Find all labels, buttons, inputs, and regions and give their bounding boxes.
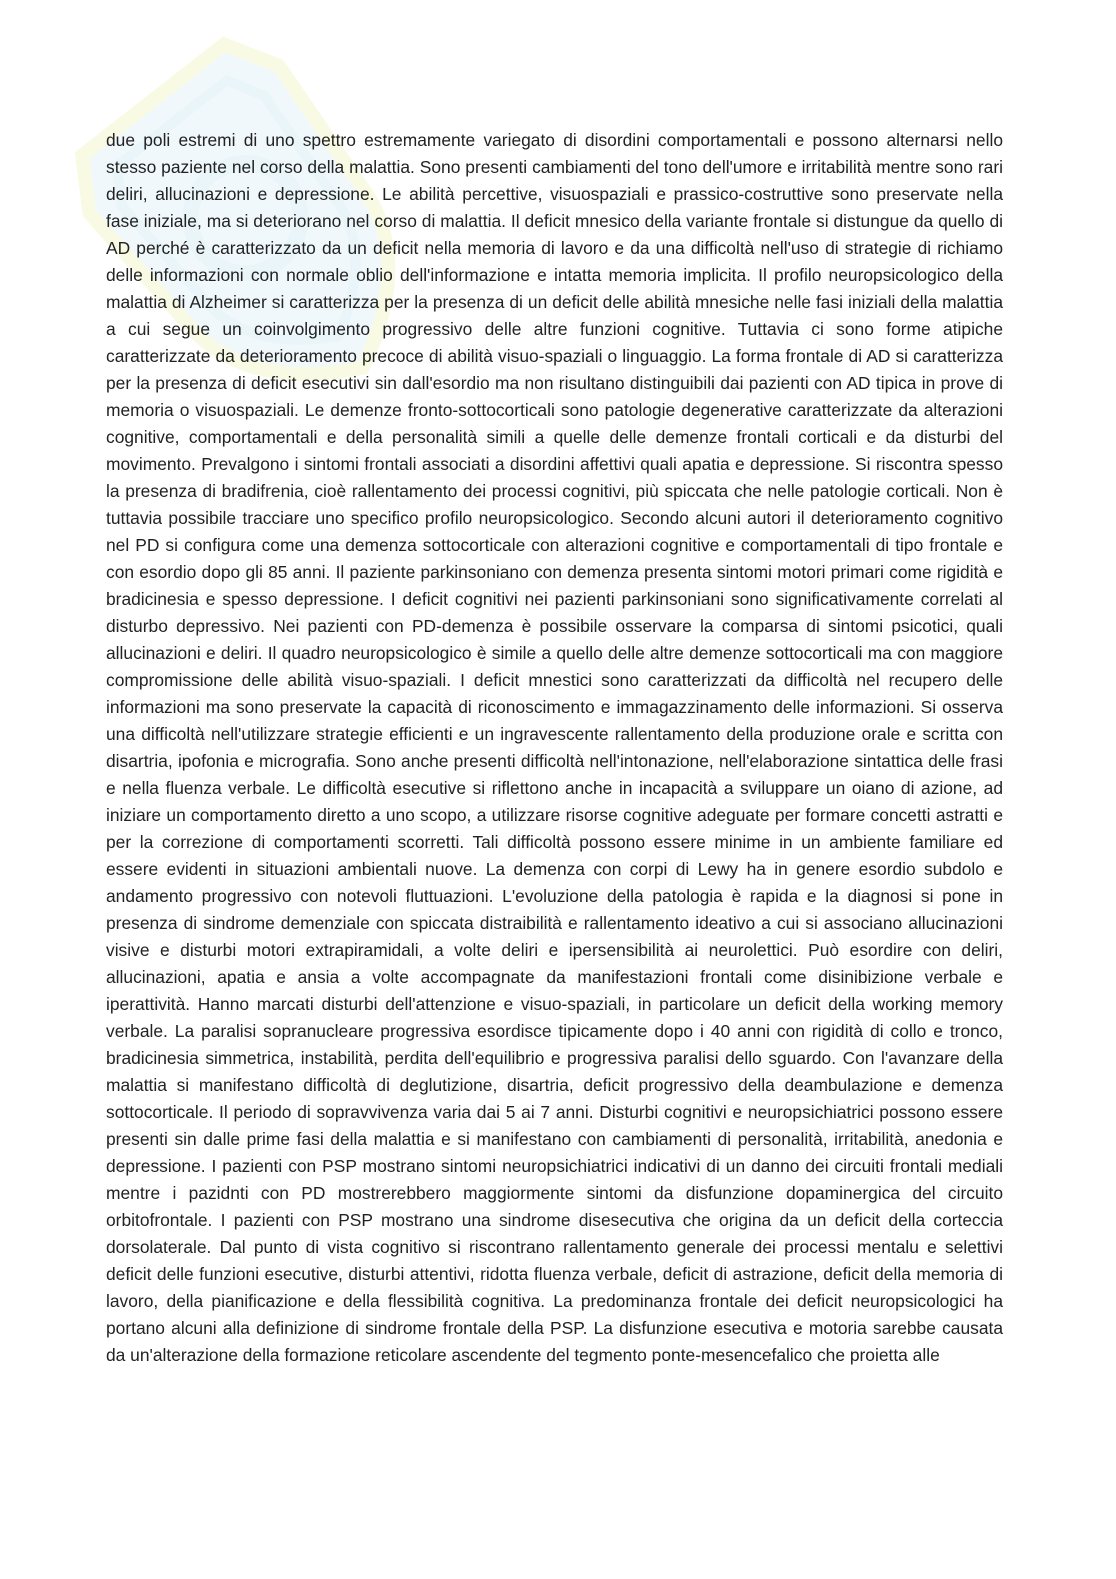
document-body-text: due poli estremi di uno spettro estremamente variegato di disordini comportamentali e possono alternarsi nello stesso paziente nel corso della malattia. Sono presenti cambiamenti del tono dell'umore e irritabilità mentre sono rari deliri, allucinazioni e depressione. Le abilità percettive, visuospaziali e prassico-costruttive sono preservate nella fase iniziale, ma si deteriorano nel corso di malattia. Il deficit mnesico della variante frontale si distungue da quello di AD perché è caratterizzato da un deficit nella memoria di lavoro e da una difficoltà nell'uso di strategie di richiamo delle informazioni con normale oblio dell'informazione e intatta memoria implicita. Il profilo neuropsicologico della malattia di Alzheimer si caratterizza per la presenza di un deficit delle abilità mnesiche nelle fasi iniziali della malattia a cui segue un coinvolgimento progressivo delle altre funzioni cognitive. Tuttavia ci sono forme atipiche caratterizzate da deterioramento precoce di abilità visuo-spaziali o linguaggio. La forma frontale di AD si caratterizza per la presenza di deficit esecutivi sin dall'esordio ma non risultano distinguibili dai pazienti con AD tipica in prove di memoria o visuospaziali. Le demenze fronto-sottocorticali sono patologie degenerative caratterizzate da alterazioni cognitive, comportamentali e della personalità simili a quelle delle demenze frontali corticali e da disturbi del movimento. Prevalgono i sintomi frontali associati a disordini affettivi quali apatia e depressione. Si riscontra spesso la presenza di bradifrenia, cioè rallentamento dei processi cognitivi, più spiccata che nelle patologie corticali. Non è tuttavia possibile tracciare uno specifico profilo neuropsicologico. Secondo alcuni autori il deterioramento cognitivo nel PD si configura come una demenza sottocorticale con alterazioni cognitive e comportamentali di tipo frontale e con esordio dopo gli 85 anni. Il paziente parkinsoniano con demenza presenta sintomi motori primari come rigidità e bradicinesia e spesso depressione. I deficit cognitivi nei pazienti parkinsoniani sono significativamente correlati al disturbo depressivo. Nei pazienti con PD-demenza è possibile osservare la comparsa di sintomi psicotici, quali allucinazioni e deliri. Il quadro neuropsicologico è simile a quello delle altre demenze sottocorticali ma con maggiore compromissione delle abilità visuo-spaziali. I deficit mnestici sono caratterizzati da difficoltà nel recupero delle informazioni ma sono preservate la capacità di riconoscimento e immagazzinamento delle informazioni. Si osserva una difficoltà nell'utilizzare strategie efficienti e un ingravescente rallentamento della produzione orale e scritta con disartria, ipofonia e micrografia. Sono anche presenti difficoltà nell'intonazione, nell'elaborazione sintattica delle frasi e nella fluenza verbale. Le difficoltà esecutive si riflettono anche in incapacità a sviluppare un oiano di azione, ad iniziare un comportamento diretto a uno scopo, a utilizzare risorse cognitive adeguate per formare concetti astratti e per la correzione di comportamenti scorretti. Tali difficoltà possono essere minime in un ambiente familiare ed essere evidenti in situazioni ambientali nuove. La demenza con corpi di Lewy ha in genere esordio subdolo e andamento progressivo con notevoli fluttuazioni. L'evoluzione della patologia è rapida e la diagnosi si pone in presenza di sindrome demenziale con spiccata distraibilità e rallentamento ideativo a cui si associano allucinazioni visive e disturbi motori extrapiramidali, a volte deliri e ipersensibilità ai neurolettici. Può esordire con deliri, allucinazioni, apatia e ansia a volte accompagnate da manifestazioni frontali come disinibizione verbale e iperattività. Hanno marcati disturbi dell'attenzione e visuo-spaziali, in particolare un deficit della working memory verbale. La paralisi sopranucleare progressiva esordisce tipicamente dopo i 40 anni con rigidità di collo e tronco, bradicinesia simmetrica, instabilità, perdita dell'equilibrio e progressiva paralisi dello sguardo. Con l'avanzare della malattia si manifestano difficoltà di deglutizione, disartria, deficit progressivo della deambulazione e demenza sottocorticale. Il periodo di sopravvivenza varia dai 5 ai 7 anni. Disturbi cognitivi e neuropsichiatrici possono essere presenti sin dalle prime fasi della malattia e si manifestano con cambiamenti di personalità, irritabilità, anedonia e depressione. I pazienti con PSP mostrano sintomi neuropsichiatrici indicativi di un danno dei circuiti frontali mediali mentre i pazidnti con PD mostrerebbero maggiormente sintomi da disfunzione dopaminergica del circuito orbitofrontale. I pazienti con PSP mostrano una sindrome disesecutiva che origina da un deficit della corteccia dorsolaterale. Dal punto di vista cognitivo si riscontrano rallentamento generale dei processi mentalu e selettivi deficit delle funzioni esecutive, disturbi attentivi, ridotta fluenza verbale, deficit di astrazione, deficit della memoria di lavoro, della pianificazione e della flessibilità cognitiva. La predominanza frontale dei deficit neuropsicologici ha portano alcuni alla definizione di sindrome frontale della PSP. La disfunzione esecutiva e motoria sarebbe causata da un'alterazione della formazione reticolare ascendente del tegmento ponte-mesencefalico che proietta alle bbox=[106, 130, 1003, 1365]
